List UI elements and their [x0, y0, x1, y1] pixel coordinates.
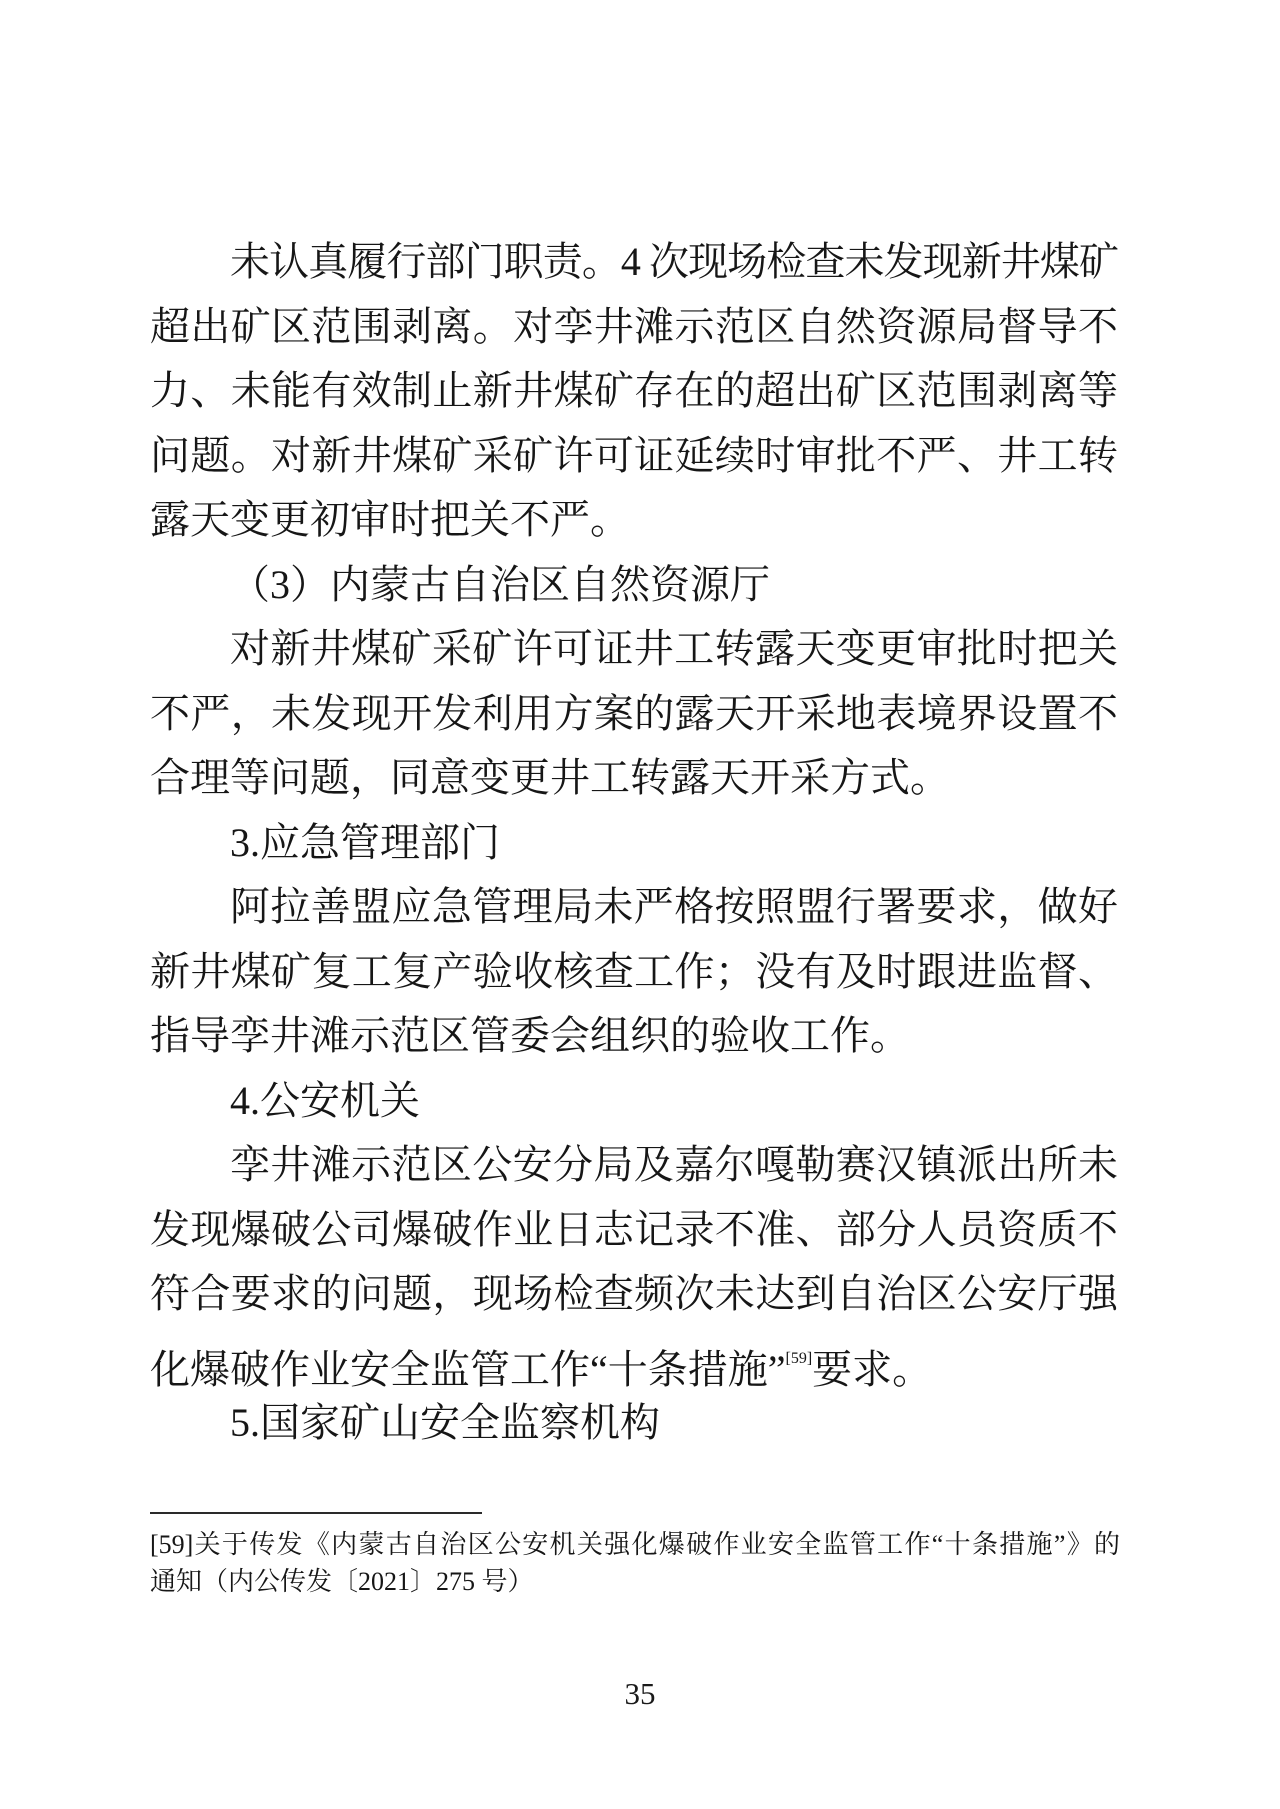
text-line: 露天变更初审时把关不严。 [150, 497, 630, 542]
text-line: 新井煤矿复工复产验收核查工作；没有及时跟进监督、 [150, 948, 1118, 994]
footnote-separator [150, 1512, 482, 1514]
text-line: （3）内蒙古自治区自然资源厅 [230, 561, 770, 607]
footnote [150, 1526, 1120, 1600]
text-line: 符合要求的问题，现场检查频次未达到自治区公安厅强 [150, 1271, 1118, 1316]
footnote-line: 通知（内公传发〔2021〕275 号） [150, 1567, 534, 1596]
text-line: 4.公安机关 [230, 1077, 420, 1123]
text-segment: 化爆破作业安全监管工作“十条措施” [150, 1346, 786, 1391]
text-line: 合理等问题，同意变更井工转露天开采方式。 [150, 755, 950, 800]
text-line: 3.应急管理部门 [230, 819, 500, 865]
footnote-ref-59: [59] [785, 1349, 813, 1367]
text-line: 对新井煤矿采矿许可证井工转露天变更审批时把关 [230, 626, 1118, 671]
text-line: 阿拉善盟应急管理局未严格按照盟行署要求，做好 [230, 884, 1118, 929]
text-line [150, 1327, 1118, 1392]
text-line: 超出矿区范围剥离。对孪井滩示范区自然资源局督导不 [150, 303, 1118, 349]
text-segment: 要求。 [812, 1346, 933, 1391]
text-line: 力、未能有效制止新井煤矿存在的超出矿区范围剥离等 [150, 368, 1118, 413]
text-line: 不严，未发现开发利用方案的露天开采地表境界设置不 [150, 690, 1118, 736]
text-line: 问题。对新井煤矿采矿许可证延续时审批不严、井工转 [150, 432, 1118, 478]
page-number: 35 [624, 1676, 656, 1711]
text-line: 未认真履行部门职责。4 次现场检查未发现新井煤矿 [230, 239, 1118, 284]
text-line: 孪井滩示范区公安分局及嘉尔嘎勒赛汉镇派出所未 [230, 1142, 1118, 1187]
text-line: 5.国家矿山安全监察机构 [230, 1400, 660, 1445]
body-text [150, 230, 1118, 1456]
text-line: 发现爆破公司爆破作业日志记录不准、部分人员资质不 [150, 1206, 1118, 1252]
text-line: 指导孪井滩示范区管委会组织的验收工作。 [150, 1013, 910, 1058]
footnote-line: [59]关于传发《内蒙古自治区公安机关强化爆破作业安全监管工作“十条措施”》的 [150, 1530, 1120, 1559]
